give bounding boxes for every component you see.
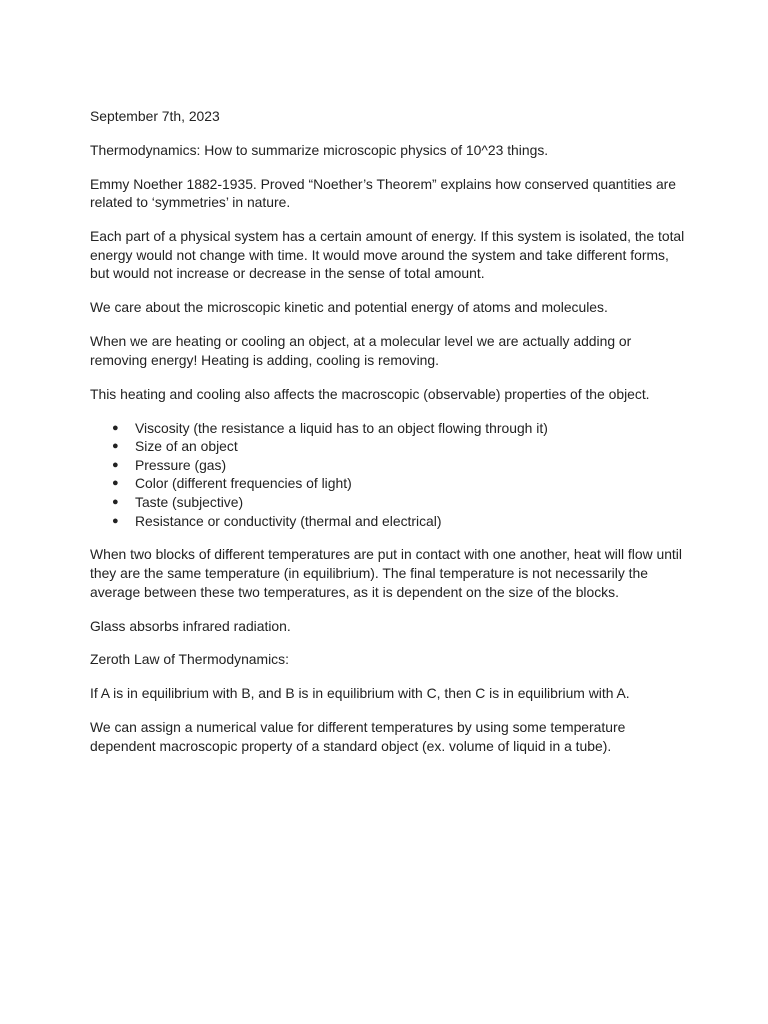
list-item-text: Size of an object	[135, 438, 238, 455]
list-item	[90, 437, 686, 456]
list-item	[90, 456, 686, 475]
list-item-text: Viscosity (the resistance a liquid has to an object flowing through it)	[135, 419, 548, 436]
bullet-icon: ●	[112, 458, 119, 471]
paragraph-energy-conservation: Each part of a physical system has a certain amount of energy. If this system is isolated, the total energy would not change with time. It would move around the system and take different forms, but would not increase or decrease in the sense of total amount.	[90, 228, 685, 282]
bullet-icon: ●	[112, 477, 119, 490]
list-item-text: Pressure (gas)	[135, 456, 227, 473]
list-item	[90, 419, 686, 438]
paragraph-emmy-noether: Emmy Noether 1882-1935. Proved “Noether’s Theorem” explains how conserved quantities are related to ‘symmetries’ in nature.	[90, 175, 677, 211]
paragraph-macroscopic-properties: This heating and cooling also affects the macroscopic (observable) properties of the object.	[90, 385, 650, 402]
paragraph-heating-cooling: When we are heating or cooling an object, at a molecular level we are actually adding or removing energy! Heating is adding, cooling is removing.	[90, 333, 632, 368]
list-item	[90, 512, 686, 531]
bullet-icon: ●	[112, 440, 119, 453]
list-item	[90, 474, 686, 493]
paragraph-glass-infrared: Glass absorbs infrared radiation.	[90, 617, 291, 634]
paragraph-thermal-equilibrium: When two blocks of different temperatures are put in contact with one another, heat will flow until they are the same temperature (in equilibrium). The final temperature is not necessarily the average between these two temperatures, as it is dependent on the size of the blocks.	[90, 546, 682, 600]
document-body	[90, 107, 686, 771]
date-line: September 7th, 2023	[90, 108, 220, 124]
properties-bullet-list	[90, 419, 686, 531]
bullet-icon: ●	[112, 495, 119, 508]
paragraph-microscopic-energy: We care about the microscopic kinetic and potential energy of atoms and molecules.	[90, 299, 608, 316]
list-item	[90, 493, 686, 512]
bullet-icon: ●	[112, 421, 119, 434]
paragraph-thermodynamics-definition: Thermodynamics: How to summarize microscopic physics of 10^23 things.	[90, 141, 549, 158]
paragraph-temperature-scale: We can assign a numerical value for different temperatures by using some temperature dependent macroscopic property of a standard object (ex. volume of liquid in a tube).	[90, 719, 626, 754]
bullet-icon: ●	[112, 514, 119, 527]
list-item-text: Taste (subjective)	[135, 493, 244, 510]
paragraph-zeroth-law-statement: If A is in equilibrium with B, and B is in equilibrium with C, then C is in equilibrium with A.	[90, 685, 630, 702]
list-item-text: Color (different frequencies of light)	[135, 475, 352, 492]
heading-zeroth-law: Zeroth Law of Thermodynamics:	[90, 651, 289, 668]
list-item-text: Resistance or conductivity (thermal and electrical)	[135, 512, 442, 529]
